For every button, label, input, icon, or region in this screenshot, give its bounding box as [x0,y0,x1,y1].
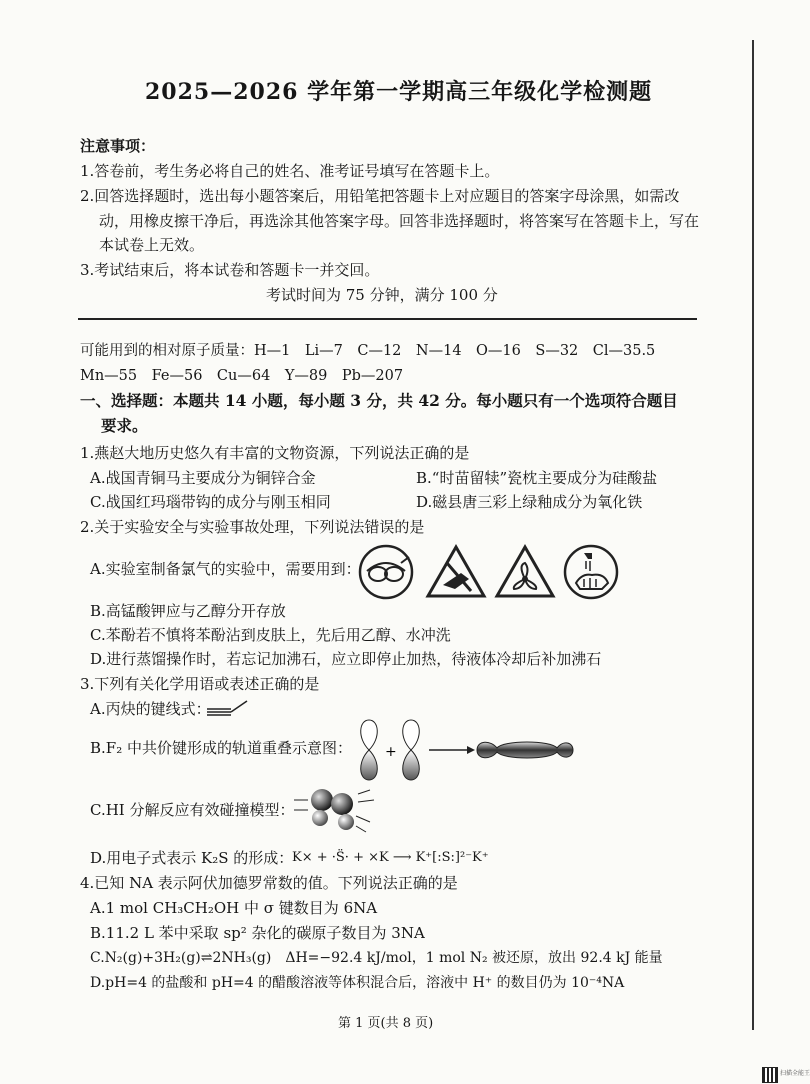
q3-option-c: C.HI 分解反应有效碰撞模型： [90,801,295,819]
q4-option-b: B.11.2 L 苯中采取 sp² 杂化的碳原子数目为 3NA [90,924,425,942]
section-heading-cont: 要求。 [101,416,148,435]
atomic-masses-line2: Mn—55 Fe—56 Cu—64 Y—89 Pb—207 [80,368,404,384]
exam-time: 考试时间为 75 分钟，满分 100 分 [266,286,498,304]
q1-option-c: C.战国红玛瑙带钩的成分与刚玉相同 [90,493,331,511]
notice-heading: 注意事项： [80,137,156,155]
atomic-masses-line1: 可能用到的相对原子质量：H—1 Li—7 C—12 N—14 O—16 S—32 Cl—35.5 [80,343,656,359]
binding-margin-line [752,40,754,1030]
q4-option-a: A.1 mol CH₃CH₂OH 中 σ 键数目为 6NA [90,899,378,917]
notice-item-2-end: 本试卷上无效。 [99,236,205,254]
hi-collision-model-diagram [290,786,380,836]
q2-option-b: B.高锰酸钾应与乙醇分开存放 [90,602,286,620]
q3-option-d: D.用电子式表示 K₂S 的形成： [90,849,294,867]
q2-stem: 2.关于实验安全与实验事故处理，下列说法错误的是 [80,518,425,536]
q1-option-d: D.磁县唐三彩上绿釉成分为氧化铁 [416,493,643,511]
q1-option-b: B.“时苗留犊”瓷枕主要成分为硅酸盐 [416,469,658,487]
k2s-electron-formula: K× + ·S̈· + ×K ⟶ K⁺[:S:]²⁻K⁺ [292,850,489,865]
section-heading: 一、选择题：本题共 14 小题，每小题 3 分，共 42 分。每小题只有一个选项符合题目 [80,391,678,410]
notice-item-1: 1.答卷前，考生务必将自己的姓名、准考证号填写在答题卡上。 [80,162,500,180]
notice-item-2-cont: 动，用橡皮擦干净后，再选涂其他答案字母。回答非选择题时，将答案写在答题卡上，写在 [99,212,700,230]
scanner-watermark-text: 扫描全能王 [780,1070,810,1077]
q4-stem: 4.已知 NA 表示阿伏加德罗常数的值。下列说法正确的是 [80,874,458,892]
divider [78,318,697,320]
q2-option-a: A.实验室制备氯气的实验中，需要用到： [90,560,361,578]
notice-item-3: 3.考试结束后，将本试卷和答题卡一并交回。 [80,261,380,279]
f2-orbital-overlap-diagram [355,718,575,784]
page-title: 2025—2026 学年第一学期高三年级化学检测题 [145,79,653,105]
notice-item-2: 2.回答选择题时，选出每小题答案后，用铅笔把答题卡上对应题目的答案字母涂黑，如需改 [80,187,680,205]
corrosive-hand-warning-icon [425,543,487,599]
q3-option-a: A.丙炔的键线式： [90,700,211,718]
q2-option-d: D.进行蒸馏操作时，若忘记加沸石，应立即停止加热，待液体冷却后补加沸石 [90,650,602,668]
scanner-qr-logo [762,1067,778,1083]
q2-option-c: C.苯酚若不慎将苯酚沾到皮肤上，先后用乙醇、水冲洗 [90,626,451,644]
q1-option-a: A.战国青铜马主要成分为铜锌合金 [90,469,316,487]
q3-stem: 3.下列有关化学用语或表述正确的是 [80,675,320,693]
svg-text:+: + [385,744,397,760]
goggles-icon [357,543,415,601]
q3-option-b: B.F₂ 中共价键形成的轨道重叠示意图： [90,739,352,757]
page-number: 第 1 页(共 8 页) [338,1016,434,1031]
ventilation-fan-warning-icon [494,543,556,599]
propyne-line-structure-icon [205,697,249,717]
hand-washing-icon [562,543,620,601]
q1-stem: 1.燕赵大地历史悠久有丰富的文物资源，下列说法正确的是 [80,444,470,462]
q4-option-c: C.N₂(g)+3H₂(g)⇌2NH₃(g) ΔH=−92.4 kJ/mol，1 mol N₂ 被还原，放出 92.4 kJ 能量 [90,950,663,966]
q4-option-d: D.pH=4 的盐酸和 pH=4 的醋酸溶液等体积混合后，溶液中 H⁺ 的数目仍为 10⁻⁴NA [90,975,625,991]
